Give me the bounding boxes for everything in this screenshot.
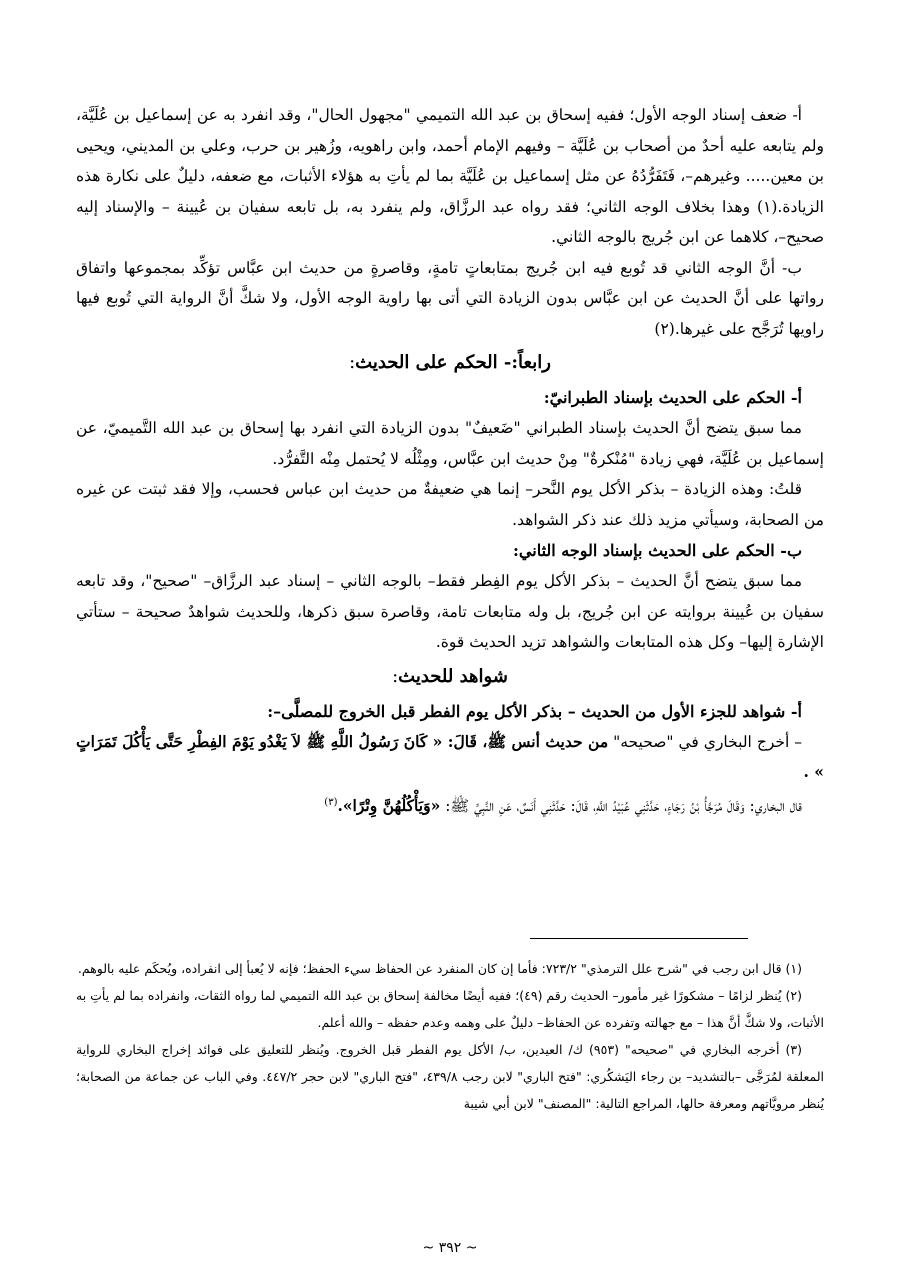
heading-colon: : xyxy=(349,352,356,373)
main-text xyxy=(76,100,824,821)
section-heading-ruling-text: رابعاً:- الحكم على الحديث xyxy=(355,352,551,373)
subheading-first-part-witnesses: أ- شواهد للجزء الأول من الحديث – بذكر الأكل يوم الفطر قبل الخروج للمصلَّى–: xyxy=(267,701,802,721)
subheading-second-way: ب- الحكم على الحديث بإسناد الوجه الثاني: xyxy=(513,541,802,560)
paragraph-reason-b: ب- أنَّ الوجه الثاني قد تُوبع فيه ابن جُريج بمتابعاتٍ تامةٍ، وقاصرةٍ من حديث ابن عبَّاس تؤكِّد بمجموعها واتفاق رواتها على أنَّ الحديث عن ابن عبَّاس بدون الزيادة التي أتى بها راوية الوجه الأول، ولا شكَّ أنَّ الرواية التي تُوبع فيها راويها تُرَجَّح على غيرها.(٢) xyxy=(76,258,824,338)
hadith-addition: «وَيَأْكُلُهُنَّ وِتْرًا». xyxy=(337,795,441,815)
mualaq-intro: قال البخاري: وَقَالَ مُرَجَّأُ بْنُ رَجَاءٍ، حَدَّثَنِي عُبَيْدُ اللَّهِ، قَالَ: حَدَّثَنِي أَنَسٌ، عَنِ النَّبِيِّ ﷺ: xyxy=(440,796,802,815)
paragraph-second-way-ruling: مما سبق يتضح أنَّ الحديث – بذكر الأكل يوم الفِطر فقط– بالوجه الثاني – إسناد عبد الرزَّاق– "صحيح"، وقد تابعه سفيان بن عُيينة بروايته عن ابن جُريج، بل وله متابعات تامة، وقاصرة سبق ذكرها، وللحديث شواهدٌ صحيحة – ستأتي الإشارة إليها– وكل هذه المتابعات والشواهد تزيد الحديث قوة. xyxy=(76,572,824,651)
paragraph-bukhari-narration xyxy=(76,727,824,788)
footnote-separator xyxy=(530,938,748,939)
footnotes xyxy=(76,955,824,1117)
paragraph-reason-a: أ- ضعف إسناد الوجه الأول؛ ففيه إسحاق بن عبد الله التميمي "مجهول الحال"، وقد انفرد به عن إسماعيل بن عُلَيَّة، ولم يتابعه عليه أحدٌ من أصحاب بن عُلَيَّة – وفيهم الإمام أحمد، وابن راهويه، وزُهير بن حرب، وعلي بن المديني، ويحيى بن معين..... وغيرهم–، فَتَفَرُّدُهُ عن مثل إسماعيل بن عُلَيَّة بما لم يأتِ به هؤلاء الأثبات، مع ضعفه، دليلٌ على نكارة هذه الزيادة.(١) وهذا بخلاف الوجه الثاني؛ فقد رواه عبد الرزَّاق، ولم ينفرد به، بل تابعه سفيان بن عُيينة – والإسناد إليه صحيح–، كلاهما عن ابن جُريج بالوجه الثاني. xyxy=(76,106,824,246)
subheading-tabarani: أ- الحكم على الحديث بإسناد الطبرانيّ: xyxy=(543,388,802,407)
footnote-1: (١) قال ابن رجب في "شرح علل الترمذي" ٧٢٣/٢: فأما إن كان المنفرد عن الحفاظ سيء الحفظ؛ فإنه لا يُعبأ إلى انفراده، ويُحكَم عليه بالوهم. xyxy=(77,961,802,976)
bukhari-intro: – أخرج البخاري في "صحيحه" xyxy=(608,732,803,751)
footnote-2: (٢) يُنظر لزامًا – مشكورًا غير مأمور– الحديث رقم (٤٩)؛ ففيه أيضًا مخالفة إسحاق بن عبد الله التميمي لما رواه الثقات، وانفراده بما لم يأتِ به الأثبات، ولا شكَّ أنَّ هذا – مع جهالته وتفرده عن الحفاظ– دليلٌ على وهمه وعدم حفظه – والله أعلم. xyxy=(76,988,824,1030)
section-heading-witnesses-text: شواهد للحديث xyxy=(398,665,508,687)
page-number: ~ ٣٩٢ ~ xyxy=(422,1240,478,1256)
paragraph-note: قلتُ: وهذه الزيادة – بذكر الأكل يوم النَّحر– إنما هي ضعيفةٌ من حديث ابن عباس فحسب، وإلا فقد ثبتت عن غيره من الصحابة، وسيأتي مزيد ذلك عند ذكر الشواهد. xyxy=(76,480,824,529)
footnote-ref-3: (٣) xyxy=(324,796,338,808)
footnote-3: (٣) أخرجه البخاري في "صحيحه" (٩٥٣) ك/ العيدين، ب/ الأكل يوم الفطر قبل الخروج. ويُنظر للتعليق على فوائد إخراج البخاري للرواية المعلقة لمُرَجَّى –بالتشديد– بن رجاء اليَشكُري: "فتح الباري" لابن رجب ٤٣٩/٨، "فتح الباري" لابن حجر ٤٤٧/٢. وفي الباب عن جماعة من الصحابة؛ يُنظر مرويَّاتهم ومعرفة حالها، المراجع التالية: "المصنف" لابن أبي شيبة xyxy=(76,1042,824,1111)
paragraph-tabarani-ruling: مما سبق يتضح أنَّ الحديث بإسناد الطبراني "ضَعيفٌ" بدون الزيادة التي انفرد بها إسحاق بن عبد الله التَّميميّ، عن إسماعيل بن عُلَيَّة، فهي زيادة "مُنْكرةٌ" مِنْ حديث ابن عبَّاس، ومِثْلُه لا يُحتمل مِنْه التَّفرُّد. xyxy=(76,419,824,468)
paragraph-bukhari-mualaq xyxy=(76,788,824,822)
section-heading-ruling xyxy=(76,346,824,380)
section-heading-witnesses xyxy=(76,660,824,694)
hadith-text: من حديث أنس ﷺ، قَالَ: « كَانَ رَسُولُ اللَّهِ ﷺ لاَ يَغْدُو يَوْمَ الفِطْرِ حَتَّى يَأْكُلَ تَمَرَاتٍ » . xyxy=(76,731,824,781)
heading-colon: : xyxy=(392,665,399,687)
